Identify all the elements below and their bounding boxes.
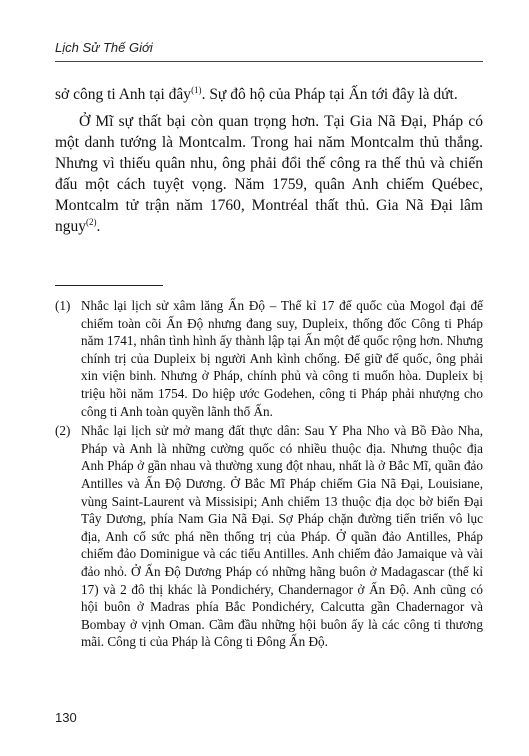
paragraph-2 bbox=[55, 111, 483, 237]
footnote-1-number: (1) bbox=[55, 298, 71, 313]
footnote-2-text: Nhắc lại lịch sử mở mang đất thực dân: Sau Y Pha Nho và Bồ Đào Nha, Pháp và Anh là những cường quốc có nhiều thuộc địa. Nhưng thuộc địa Anh Pháp ở gần nhau và thường xung đột nhau, nhất là ở Bắc Mĩ, quần đảo Antilles và Ấn Độ Dương. Ở Bắc Mĩ Pháp chiếm Gia Nã Đại, Louisiane, vùng Saint-Laurent và Missisipi; Anh chiếm 13 thuộc địa dọc bờ biển Đại Tây Dương, phía Nam Gia Nã Đại. Sợ Pháp chặn đường tiến triển vô lục địa, Anh cố sức phá nền thống trị của Pháp. Ở quần đảo Antilles, Pháp chiếm đảo Dominigue và các tiểu Antilles. Anh chiếm đảo Jamaique và vài đảo nhỏ. Ở Ấn Độ Dương Pháp có những hãng buôn ở Madagascar (thế kỉ 17) và 2 đô thị khác là Pondichéry, Chandernagor ở Ấn Độ. Anh cũng có hội buôn ở Madras phía Bắc Pondichéry, Calcutta gần Chadernagor và Bombay ở vịnh Oman. Cầm đầu những hội buôn ấy là các công ti thương mãi. Công ti của Pháp là Công ti Đông Ấn Độ. bbox=[81, 423, 483, 650]
paragraph-1-text-b: . Sự đô hộ của Pháp tại Ấn tới đây là dứt. bbox=[201, 86, 458, 103]
footnote-2 bbox=[55, 422, 483, 651]
footnote-rule bbox=[55, 285, 163, 286]
footnote-2-number: (2) bbox=[55, 423, 71, 439]
paragraph-2-text-a: Ở Mĩ sự thất bại còn quan trọng hơn. Tại Gia Nã Đại, Pháp có một danh tướng là Montcalm. Trong hai năm Montcalm thủ thắng. Nhưng vì thiếu quân nhu, ông phải đổi thế công ra thế thủ và chiến đấu một cách tuyệt vọng. Năm 1759, quân Anh chiếm Québec, Montcalm tử trận năm 1760, Montréal thất thủ. Gia Nã Đại lâm nguy bbox=[55, 113, 483, 235]
paragraph-2-text-b: . bbox=[96, 218, 101, 235]
footnotes bbox=[55, 297, 483, 653]
header-rule bbox=[55, 61, 483, 62]
paragraph-1 bbox=[55, 84, 483, 105]
running-title: Lịch Sử Thế Giới bbox=[55, 40, 153, 55]
footnote-ref-1: (1) bbox=[191, 84, 202, 95]
footnote-1 bbox=[55, 297, 483, 420]
page-number: 130 bbox=[55, 710, 77, 725]
footnote-1-text: Nhắc lại lịch sử xâm lăng Ấn Độ – Thế kỉ 17 đế quốc của Mogol đại đế chiếm toàn cõi Ấn Độ nhưng đang suy, Dupleix, thống đốc Công ti Pháp năm 1741, nhân tình hình ấy thành lập tại Ấn một đế quốc rộng hơn. Nhưng chính trị của Dupleix bị người Anh kình chống. Để giữ đế quốc, ông phải xin viện binh. Nhưng ở Pháp, chính phủ và công ti muốn hòa. Dupleix bị triệu hồi năm 1754. Do hiệp ước Godehen, công ti Pháp phải nhượng cho công ti Anh toàn quyền lãnh thổ Ấn. bbox=[81, 298, 483, 419]
paragraph-1-text-a: sở công ti Anh tại đây bbox=[55, 86, 192, 103]
main-text bbox=[55, 84, 483, 243]
footnote-ref-2: (2) bbox=[86, 216, 97, 227]
